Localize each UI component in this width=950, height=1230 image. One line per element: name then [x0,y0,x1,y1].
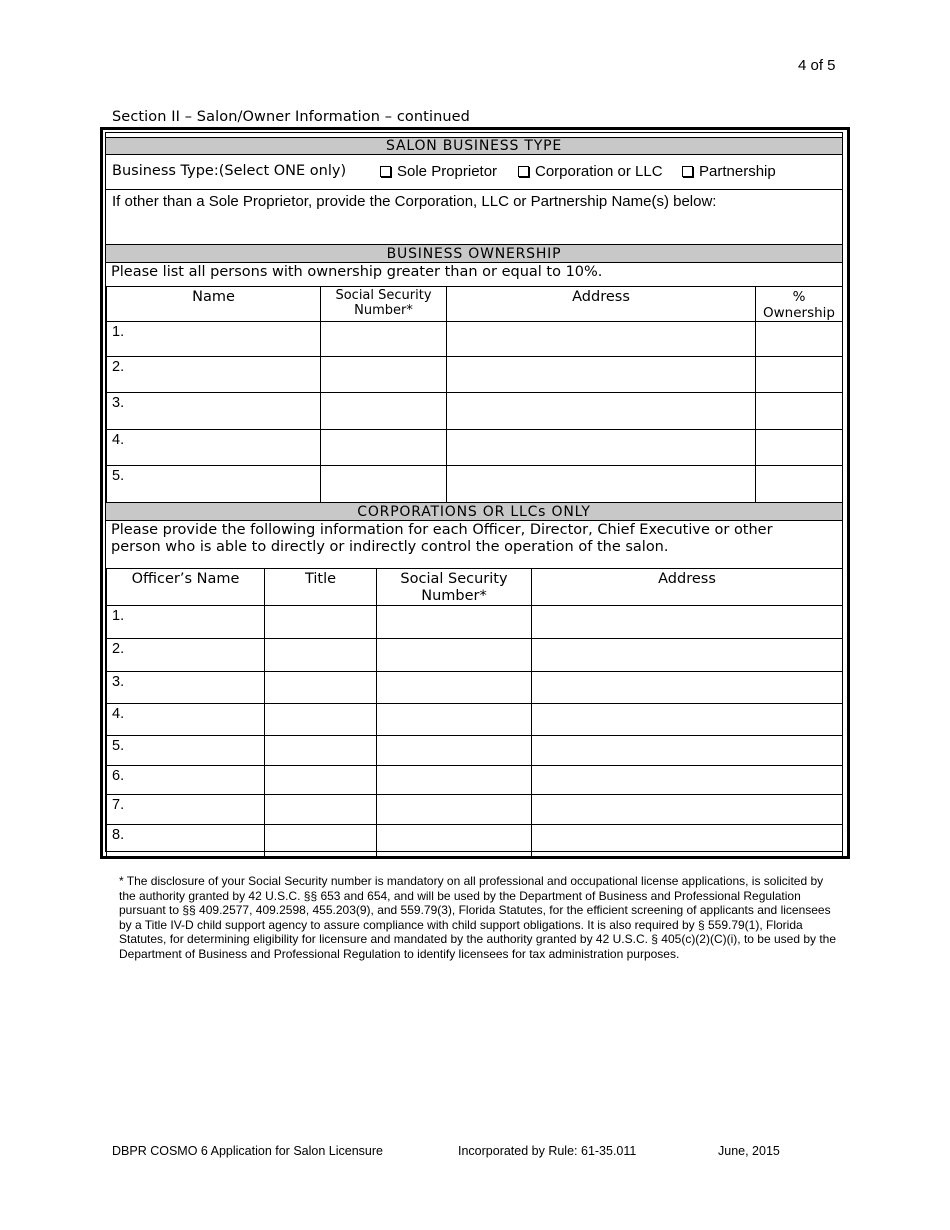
address-cell[interactable] [532,672,843,704]
ssn-cell[interactable] [321,393,447,430]
footer-rule: Incorporated by Rule: 61-35.011 [458,1144,637,1158]
ssn-cell[interactable] [377,704,532,736]
col-address: Address [447,287,756,322]
percent-cell[interactable] [756,357,843,393]
ssn-cell[interactable] [321,466,447,503]
ssn-cell[interactable] [377,639,532,672]
address-cell[interactable] [447,466,756,503]
col-title: Title [265,569,377,606]
other-entity-instruction: If other than a Sole Proprietor, provide the Corporation, LLC or Partnership Name(s) below: [112,193,717,210]
officer-row-number[interactable]: 6. [107,766,265,795]
page-number: 4 of 5 [798,57,836,74]
business-type-header: SALON BUSINESS TYPE [106,137,842,155]
officer-row-number[interactable]: 5. [107,736,265,766]
ssn-cell[interactable] [377,766,532,795]
address-cell[interactable] [532,606,843,639]
ssn-cell[interactable] [377,795,532,825]
address-cell[interactable] [532,766,843,795]
col-ssn: Social Security Number* [321,287,447,322]
owner-row-number[interactable]: 2. [107,357,321,393]
owner-row-number[interactable]: 1. [107,322,321,357]
ssn-cell[interactable] [321,430,447,466]
title-cell[interactable] [265,795,377,825]
other-entity-name-field[interactable] [106,190,842,244]
ssn-disclosure-footnote: * The disclosure of your Social Security number is mandatory on all professional and occupational license applications, is solicited by the authority granted by 42 U.S.C. §§ 653 and 654, and will be used by the Department of Business and Professional Regulation pursuant to §§ 409.2577, 409.2598, 455.203(9), and 559.79(3), Florida Statutes, for the efficient screening of applicants and licensees by a Title IV-D child support agency to assure compliance with child support obligations. It is also required by § 559.79(1), Florida Statutes, for determining eligibility for licensure and mandated by the authority granted by 42 U.S.C. § 405(c)(2)(C)(i), to be used by the Department of Business and Professional Regulation to identify licensees for tax administration purposes. [119,874,837,961]
checkbox-icon[interactable] [682,166,693,177]
officer-row-number[interactable]: 8. [107,825,265,857]
officers-table [106,568,843,857]
ssn-cell[interactable] [377,825,532,857]
section-title: Section II – Salon/Owner Information – continued [112,109,470,125]
business-type-label: Business Type:(Select ONE only) [112,163,347,179]
option-corporation-llc[interactable]: Corporation or LLC [518,163,663,180]
ownership-instruction: Please list all persons with ownership greater than or equal to 10%. [106,263,842,287]
officer-row-number[interactable]: 2. [107,639,265,672]
address-cell[interactable] [532,704,843,736]
form-inner [105,132,843,852]
ssn-cell[interactable] [321,322,447,357]
title-cell[interactable] [265,736,377,766]
option-sole-proprietor[interactable]: Sole Proprietor [380,163,497,180]
officer-row-number[interactable]: 1. [107,606,265,639]
address-cell[interactable] [532,825,843,857]
corporations-instruction: Please provide the following information for each Officer, Director, Chief Executive or other person who is able to directly or indirectly control the operation of the salon. [106,521,842,569]
col-name: Name [107,287,321,322]
percent-cell[interactable] [756,393,843,430]
footer-form-name: DBPR COSMO 6 Application for Salon Licensure [112,1144,383,1158]
percent-cell[interactable] [756,430,843,466]
address-cell[interactable] [447,357,756,393]
owner-row-number[interactable]: 3. [107,393,321,430]
col-officer-name: Officer’s Name [107,569,265,606]
checkbox-icon[interactable] [380,166,391,177]
address-cell[interactable] [532,639,843,672]
officer-row-number[interactable]: 3. [107,672,265,704]
officer-row-number[interactable]: 4. [107,704,265,736]
col-officer-ssn: Social Security Number* [377,569,532,606]
ownership-table [106,286,843,503]
ssn-cell[interactable] [321,357,447,393]
corporations-header: CORPORATIONS OR LLCs ONLY [106,502,842,521]
col-ownership: % Ownership [756,287,843,322]
percent-cell[interactable] [756,322,843,357]
owner-row-number[interactable]: 4. [107,430,321,466]
title-cell[interactable] [265,766,377,795]
address-cell[interactable] [447,322,756,357]
form-box [100,127,850,859]
title-cell[interactable] [265,639,377,672]
address-cell[interactable] [532,736,843,766]
footer-date: June, 2015 [718,1144,780,1158]
address-cell[interactable] [532,795,843,825]
ssn-cell[interactable] [377,736,532,766]
title-cell[interactable] [265,606,377,639]
address-cell[interactable] [447,393,756,430]
col-officer-address: Address [532,569,843,606]
address-cell[interactable] [447,430,756,466]
ssn-cell[interactable] [377,672,532,704]
title-cell[interactable] [265,704,377,736]
title-cell[interactable] [265,672,377,704]
ownership-header: BUSINESS OWNERSHIP [106,244,842,263]
officer-row-number[interactable]: 7. [107,795,265,825]
checkbox-icon[interactable] [518,166,529,177]
title-cell[interactable] [265,825,377,857]
ssn-cell[interactable] [377,606,532,639]
business-type-row [106,154,842,190]
owner-row-number[interactable]: 5. [107,466,321,503]
option-partnership[interactable]: Partnership [682,163,776,180]
percent-cell[interactable] [756,466,843,503]
